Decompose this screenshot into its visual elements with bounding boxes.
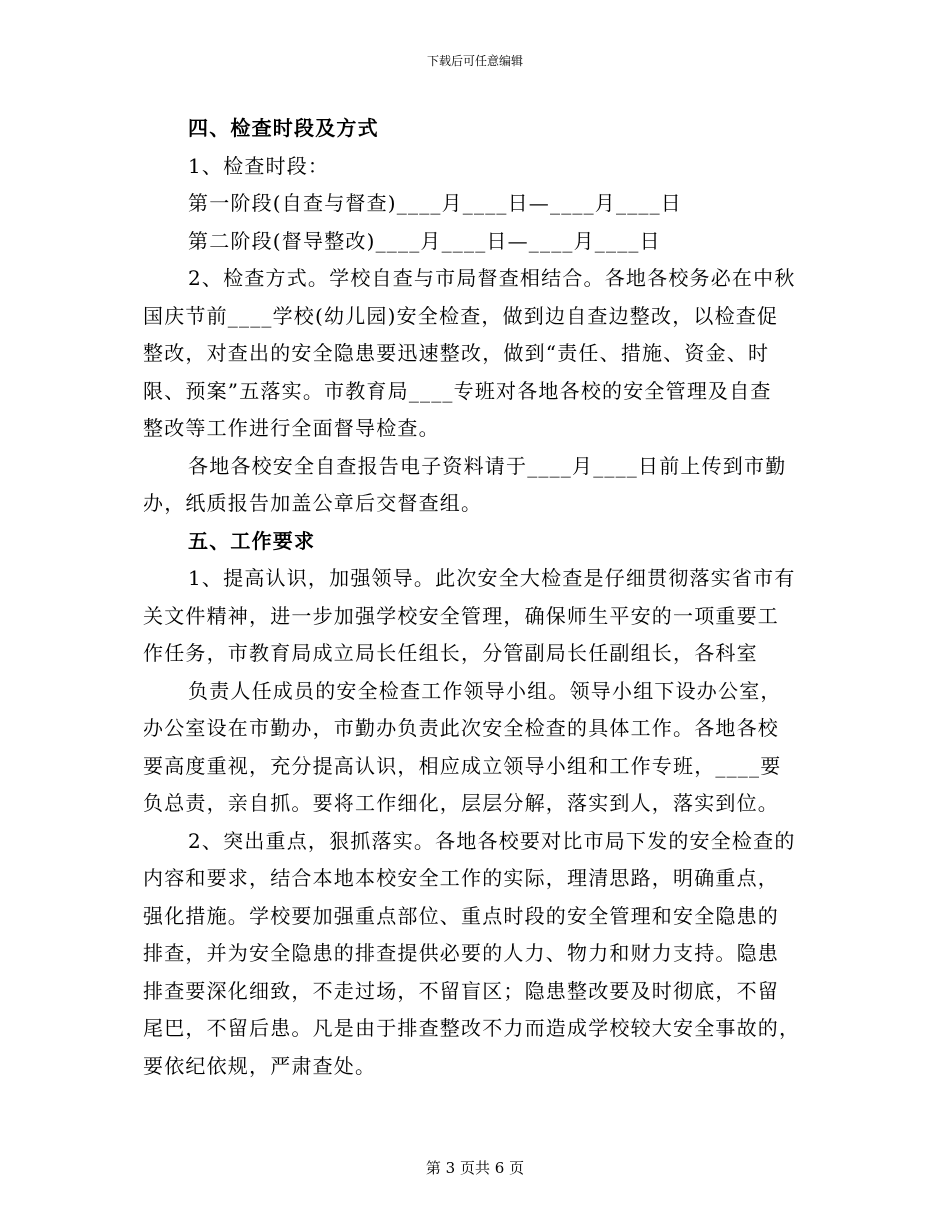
paragraph-line: 国庆节前____学校(幼儿园)安全检查，做到边自查边整改，以检查促: [143, 303, 779, 328]
paragraph-line: 1、检查时段：: [188, 153, 330, 178]
paragraph-line: 限、预案”五落实。市教育局____专班对各地各校的安全管理及自查: [143, 378, 772, 403]
paragraph-line: 作任务，市教育局成立局长任组长，分管副局长任副组长，各科室: [143, 641, 758, 665]
paragraph-line: 办，纸质报告加盖公章后交督查组。: [143, 491, 483, 515]
paragraph-line: 整改等工作进行全面督导检查。: [143, 416, 440, 440]
paragraph-line: 办公室设在市勤办，市勤办负责此次安全检查的具体工作。各地各校: [143, 716, 779, 740]
paragraph-line: 排查要深化细致，不走过场，不留盲区；隐患整改要及时彻底，不留: [143, 978, 779, 1003]
paragraph-line: 负总责，亲自抓。要将工作细化，层层分解，落实到人，落实到位。: [143, 791, 779, 815]
paragraph-line: 内容和要求，结合本地本校安全工作的实际，理清思路，明确重点，: [143, 866, 779, 890]
document-body: [143, 110, 813, 1085]
section-heading-inspection-period: 四、检查时段及方式: [188, 116, 379, 140]
paragraph-line: 2、突出重点，狠抓落实。各地各校要对比市局下发的安全检查的: [188, 828, 796, 853]
paragraph-line: 要高度重视，充分提高认识，相应成立领导小组和工作专班，____要: [143, 753, 782, 778]
paragraph-line: 尾巴，不留后患。凡是由于排查整改不力而造成学校较大安全事故的，: [143, 1016, 801, 1040]
paragraph-line: 负责人任成员的安全检查工作领导小组。领导小组下设办公室，: [188, 678, 782, 703]
paragraph-line: 第一阶段(自查与督查)____月____日—____月____日: [188, 191, 683, 215]
paragraph-line: 2、检查方式。学校自查与市局督查相结合。各地各校务必在中秋: [188, 266, 796, 290]
paragraph-line: 关文件精神，进一步加强学校安全管理，确保师生平安的一项重要工: [143, 603, 779, 628]
paragraph-line: 第二阶段(督导整改)____月____日—____月____日: [188, 228, 661, 253]
page-header: 下载后可任意编辑: [426, 54, 523, 68]
paragraph-line: 排查，并为安全隐患的排查提供必要的人力、物力和财力支持。隐患: [143, 941, 779, 965]
paragraph-line: 强化措施。学校要加强重点部位、重点时段的安全管理和安全隐患的: [143, 903, 779, 928]
paragraph-line: 1、提高认识，加强领导。此次安全大检查是仔细贯彻落实省市有: [188, 566, 796, 590]
paragraph-line: 整改，对查出的安全隐患要迅速整改，做到“责任、措施、资金、时: [143, 341, 770, 365]
section-heading-work-requirements: 五、工作要求: [188, 528, 316, 553]
paragraph-line: 各地各校安全自查报告电子资料请于____月____日前上传到市勤: [188, 453, 787, 478]
page-number-footer: 第 3 页共 6 页: [425, 1159, 525, 1177]
paragraph-line: 要依纪依规，严肃查处。: [143, 1053, 377, 1078]
